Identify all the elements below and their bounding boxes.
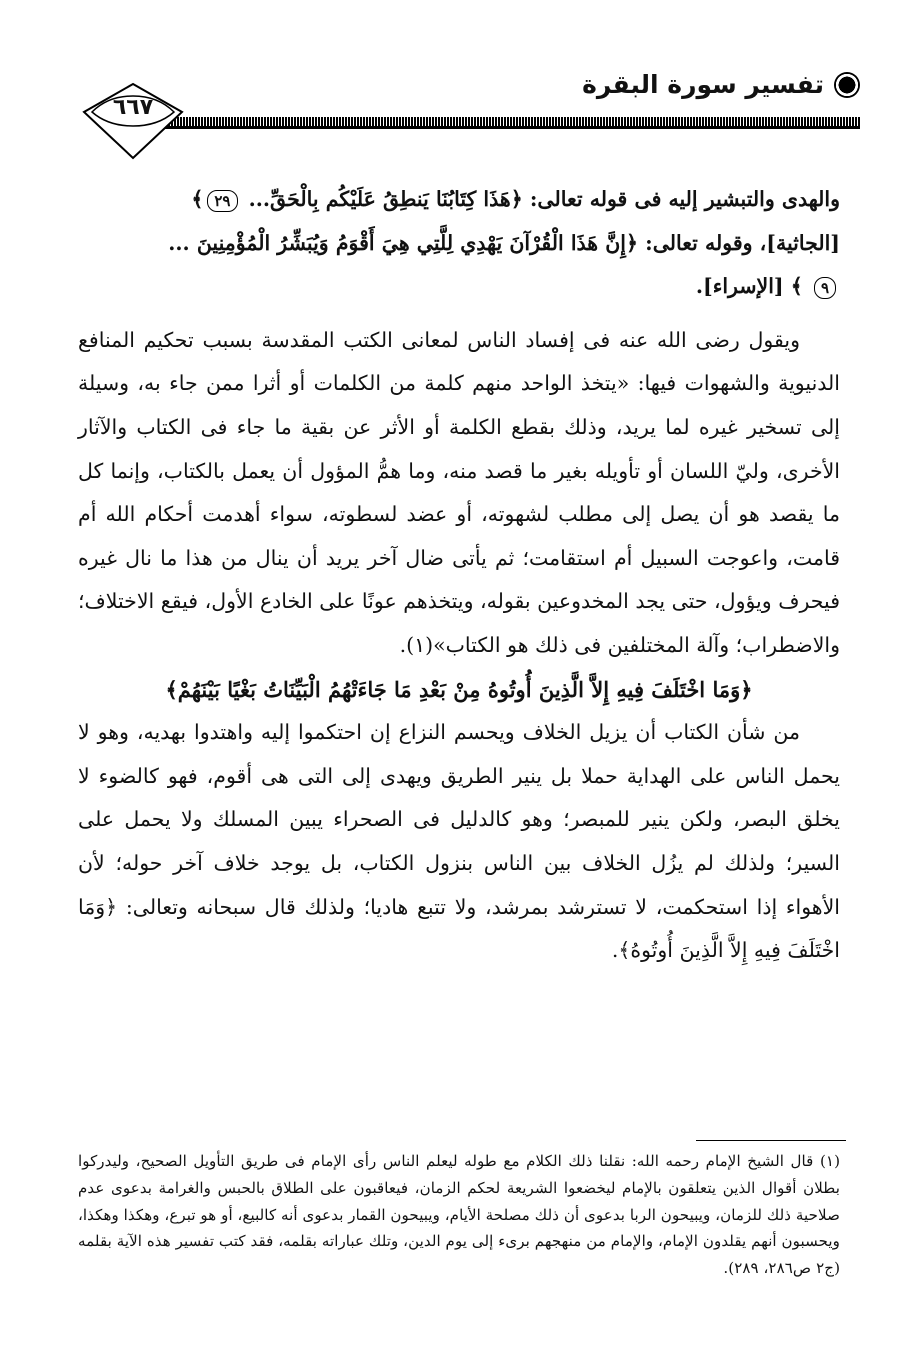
footnote <box>78 1148 840 1282</box>
page-number: ٦٦٧ <box>112 95 154 120</box>
paragraph: ويقول رضى الله عنه فى إفساد الناس لمعانى الكتب المقدسة بسبب تحكيم المنافع الدنيوية والشهوات فيها: «يتخذ الواحد منهم كلمة من الكلمات أو أثرا ممن جاء به، وسيلة إلى تسخير غيره لما يريد، وذلك بقطع الكلمة أو الأثر عن بقية ما جاء فى الكتاب والآثار الأخرى، وليّ اللسان أو تأويله بغير ما قصد منه، وما همُّ المؤول أن يعمل بالكتاب، وإنما كل ما يقصد هو أن يصل إلى مطلب لشهوته، أو عضد لسطوته، سواء أهدمت أحكام الله أم قامت، واعوجت السبيل أم استقامت؛ ثم يأتى ضال آخر يريد أن ينال من هذا ما نال غيره فيحرف ويؤول، حتى يجد المخدوعين بقوله، ويتخذهم عونًا على الخادع الأول، فيقع الاختلاف؛ والاضطراب؛ وآلة المختلفين فى ذلك هو الكتاب»(١). <box>78 327 840 657</box>
ayah-number-ornament: ٢٩ <box>207 190 237 212</box>
quote-line-3-end: ﴾ [الإسراء]. <box>695 274 803 299</box>
verse-heading: ﴿وَمَا اخْتَلَفَ فِيهِ إِلاَّ الَّذِينَ أُوتُوهُ مِنْ بَعْدِ مَا جَاءَتْهُمُ الْبَيِّنَاتُ بَغْيًا بَيْنَهُمْ﴾ <box>165 676 753 702</box>
footnote-text: (١) قال الشيخ الإمام رحمه الله: نقلنا ذلك الكلام مع طوله ليعلم الناس رأى الإمام فى طريق التأويل الصحيح، وليدركوا بطلان أقوال الذين يتعلقون بالإمام ليخضعوا الشريعة لحكم الزمان، فيعاقبون على الطلاق بالحبس والغرامة بدعوى عدم صلاحية ذلك للزمان، ويبيحون الربا بدعوى أن ذلك مصلحة الأيام، ويبيحون القمار بدعوى أنه كالبيع، أو هو تبرع، وهكذا وهكذا، ويحسبون أنهم يقلدون الإمام، والإمام من منهجهم برىء إلى يوم الدين، وتلك عباراته بقلمه، فقد كتب تفسير هذه الآية بقلمه (ج٢ ص٢٨٦، ٢٨٩). <box>78 1152 840 1278</box>
header-rule <box>138 117 860 129</box>
page-header <box>70 62 860 162</box>
paragraph: من شأن الكتاب أن يزيل الخلاف ويحسم النزاع إن احتكموا إليه واهتدوا بهديه، وهو لا يحمل الناس على الهداية حملا بل ينير الطريق ويهدى إلى التى هى أقوم، فهو كالضوء لا يخلق البصر، ولكن ينير للمبصر؛ وهو كالدليل فى الصحراء يبين المسلك ولا يحمل على السير؛ ولذلك لم يزُل الخلاف بين الناس بنزول الكتاب، بل يوجد خلاف آخر حوله؛ لأن الأهواء إذا استحكمت، لا تسترشد بمرشد، ولا تتبع هاديا؛ ولذلك قال سبحانه وتعالى: ﴿وَمَا اخْتَلَفَ فِيهِ إِلاَّ الَّذِينَ أُوتُوهُ﴾. <box>78 720 840 963</box>
ayah-number-ornament: ٩ <box>814 277 836 299</box>
main-text <box>78 178 840 973</box>
running-title-text: تفسير سورة البقرة <box>582 70 824 99</box>
text-line: والهدى والتبشير إليه فى قوله تعالى: ﴿هَذَا كِتَابُنَا يَنطِقُ عَلَيْكُم بِالْحَقِّ... ٢٩﴾ <box>191 187 840 211</box>
quote-line-1: والهدى والتبشير إليه فى قوله تعالى: ﴿هَذَا كِتَابُنَا يَنطِقُ عَلَيْكُم بِالْحَقِّ... <box>248 187 840 211</box>
text-line <box>78 222 840 266</box>
text-line <box>78 265 840 309</box>
running-title <box>582 70 860 99</box>
page-number-badge <box>78 82 188 160</box>
quote-line-2: [الجاثية]، وقوله تعالى: ﴿إِنَّ هَذَا الْقُرْآنَ يَهْدِي لِلَّتِي هِيَ أَقْوَمُ وَيُبَشِّرُ الْمُؤْمِنِينَ ... <box>168 230 840 255</box>
footnote-rule <box>696 1140 846 1141</box>
flower-ornament-icon <box>834 72 860 98</box>
diamond-frame-icon <box>78 82 188 160</box>
